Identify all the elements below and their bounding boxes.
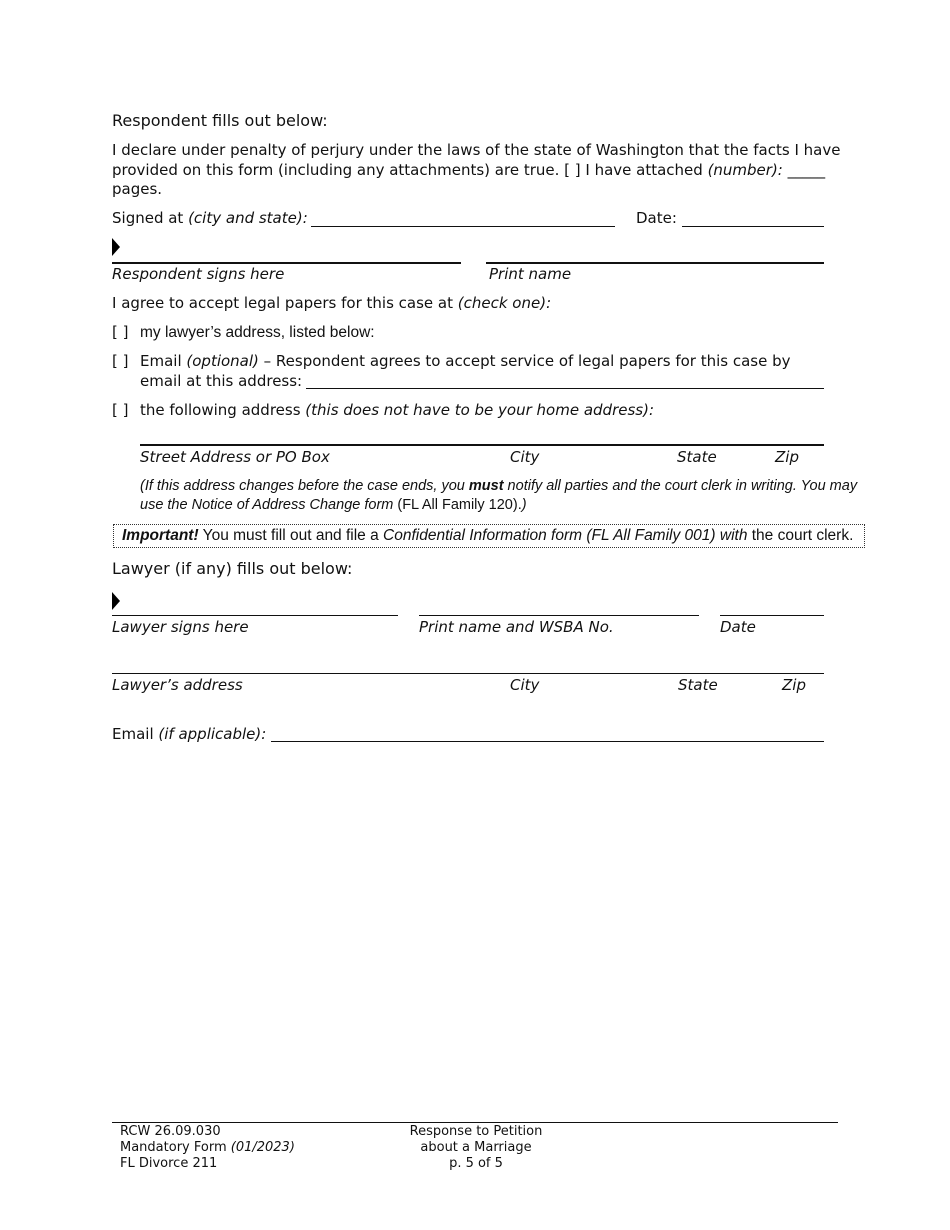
lawyer-date-field[interactable] bbox=[720, 615, 824, 616]
lawyer-date-label: Date bbox=[720, 618, 756, 636]
lawyer-city-label: City bbox=[510, 676, 540, 694]
footer-title-2: about a Marriage bbox=[420, 1140, 532, 1155]
footer-rcw: RCW 26.09.030 bbox=[120, 1124, 221, 1139]
lawyer-zip-label: Zip bbox=[782, 676, 806, 694]
lawyer-signature-arrow-icon bbox=[112, 592, 120, 610]
declaration-line-2 bbox=[112, 161, 825, 179]
footer-title-1: Response to Petition bbox=[409, 1124, 543, 1139]
date-label: Date: bbox=[636, 209, 677, 227]
signature-arrow-icon bbox=[112, 238, 120, 256]
lawyer-address-label: Lawyer’s address bbox=[112, 676, 243, 694]
zip-label: Zip bbox=[775, 448, 799, 466]
email-address-field[interactable] bbox=[306, 388, 824, 389]
number-blank[interactable]: _____ bbox=[782, 161, 826, 179]
street-label: Street Address or PO Box bbox=[140, 448, 330, 466]
lawyer-signs-label: Lawyer signs here bbox=[112, 618, 249, 636]
option-following-address: [ ] the following address (this does not have to be your home address): bbox=[112, 401, 655, 419]
state-label: State bbox=[677, 448, 717, 466]
must-emphasis: must bbox=[468, 478, 504, 494]
lawyer-address-field[interactable] bbox=[112, 673, 824, 674]
lawyer-state-label: State bbox=[678, 676, 718, 694]
checkbox-email[interactable]: [ ] bbox=[112, 352, 129, 370]
lawyer-print-name-field[interactable] bbox=[419, 615, 699, 616]
footer-left bbox=[120, 1124, 295, 1172]
signed-at-hint: (city and state): bbox=[188, 209, 308, 227]
footer-page-number: p. 5 of 5 bbox=[449, 1156, 503, 1171]
footer-form-id: FL Divorce 211 bbox=[120, 1156, 218, 1171]
respondent-address-field[interactable] bbox=[140, 444, 824, 446]
footer-version: (01/2023) bbox=[230, 1140, 295, 1155]
declaration-line-1: I declare under penalty of perjury under the laws of the state of Washington that the facts I have bbox=[112, 141, 841, 159]
signed-at-label: Signed at (city and state): bbox=[112, 209, 308, 227]
lawyer-email-label: Email (if applicable): bbox=[112, 725, 267, 743]
checkbox-following-address[interactable]: [ ] bbox=[112, 401, 129, 419]
address-change-note-1: (If this address changes before the case ends, you must notify all parties and the court clerk in writing. You may bbox=[140, 478, 858, 494]
date-field[interactable] bbox=[682, 226, 824, 227]
declaration-text: provided on this form (including any attachments) are true. [ ] I have attached bbox=[112, 161, 708, 179]
declaration-line-3: pages. bbox=[112, 180, 163, 198]
city-label: City bbox=[510, 448, 540, 466]
option-email: [ ] Email (optional) – Respondent agrees to accept service of legal papers for this case by bbox=[112, 352, 791, 370]
footer-divider bbox=[112, 1122, 838, 1123]
if-applicable-hint: (if applicable): bbox=[158, 725, 267, 743]
option-lawyer-label: my lawyer’s address, listed below: bbox=[140, 324, 375, 341]
footer-center bbox=[396, 1124, 556, 1172]
address-change-note-2: use the Notice of Address Change form (FL All Family 120).) bbox=[140, 497, 527, 513]
respondent-signs-label: Respondent signs here bbox=[112, 265, 285, 283]
agree-text: I agree to accept legal papers for this case at (check one): bbox=[112, 294, 552, 312]
optional-hint: (optional) bbox=[186, 352, 259, 370]
option-email-line2: email at this address: bbox=[140, 372, 303, 390]
form-reference: (FL All Family 120). bbox=[397, 497, 522, 513]
checkbox-lawyer-address[interactable]: [ ] bbox=[112, 323, 129, 341]
lawyer-email-field[interactable] bbox=[271, 741, 824, 742]
respondent-heading: Respondent fills out below: bbox=[112, 111, 328, 130]
important-label: Important! bbox=[122, 527, 199, 544]
footer-mandatory: Mandatory Form (01/2023) bbox=[120, 1140, 295, 1155]
lawyer-heading: Lawyer (if any) fills out below: bbox=[112, 559, 353, 578]
important-notice: Important! You must fill out and file a Confidential Information form (FL All Family 001) with the court clerk. bbox=[113, 524, 865, 548]
respondent-print-name-field[interactable] bbox=[486, 262, 824, 264]
signed-at-field[interactable] bbox=[311, 226, 615, 227]
confidential-form-ref: Confidential Information form (FL All Family 001) with bbox=[383, 527, 748, 544]
respondent-signature-field[interactable] bbox=[112, 262, 461, 264]
option-lawyer-address bbox=[112, 323, 375, 342]
address-hint: (this does not have to be your home address): bbox=[305, 401, 655, 419]
number-hint: (number): bbox=[707, 161, 783, 179]
print-name-label: Print name bbox=[489, 265, 572, 283]
agree-hint: (check one): bbox=[457, 294, 552, 312]
lawyer-print-name-label: Print name and WSBA No. bbox=[419, 618, 614, 636]
lawyer-signature-field[interactable] bbox=[112, 615, 398, 616]
